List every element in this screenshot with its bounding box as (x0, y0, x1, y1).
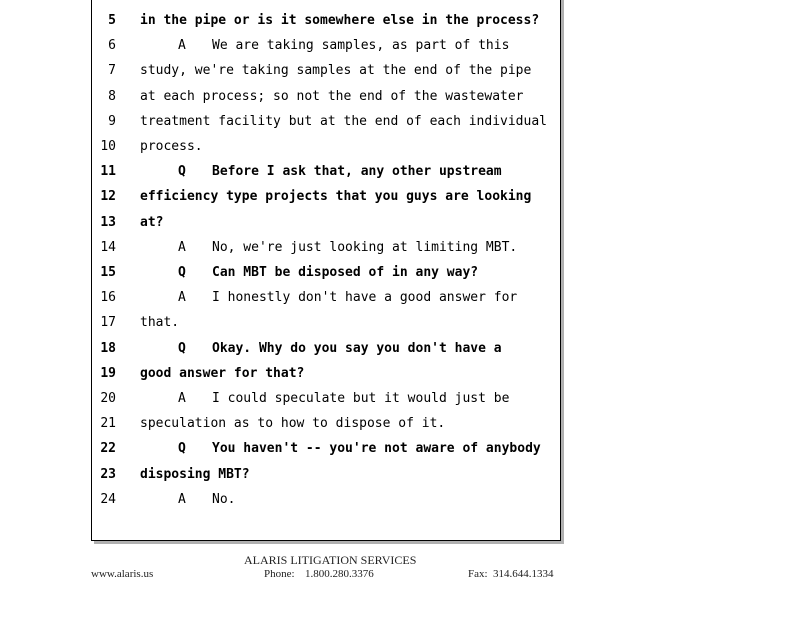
speaker-label: Q (178, 164, 186, 180)
line-text (140, 137, 203, 157)
line-content: No. (212, 491, 236, 507)
line-number: 6 (108, 38, 116, 54)
line-content: that. (140, 315, 180, 331)
line-text (140, 187, 531, 207)
footer-company: ALARIS LITIGATION SERVICES (244, 553, 417, 567)
line-number: 7 (108, 63, 116, 79)
line-text (140, 238, 517, 258)
footer-phone-label: Phone: (264, 568, 295, 580)
line-number: 22 (100, 441, 116, 457)
transcript-line (92, 187, 561, 207)
line-text (140, 465, 250, 485)
line-number: 21 (100, 416, 116, 432)
line-content: at each process; so not the end of the wastewater (140, 88, 524, 104)
line-content: We are taking samples, as part of this (212, 38, 510, 54)
line-content: good answer for that? (140, 365, 305, 381)
line-text (140, 213, 163, 233)
transcript-line (92, 288, 561, 308)
line-number: 8 (108, 88, 116, 104)
line-text (140, 490, 235, 510)
line-content: disposing MBT? (140, 466, 250, 482)
speaker-label: A (178, 290, 186, 306)
transcript-line (92, 87, 561, 107)
line-number: 18 (100, 340, 116, 356)
line-content: process. (140, 139, 203, 154)
transcript-line (92, 213, 561, 233)
line-text (140, 61, 531, 81)
line-content: at? (140, 214, 164, 230)
line-content: efficiency type projects that you guys are looking (140, 189, 532, 205)
transcript-page (91, 0, 561, 541)
line-text (140, 36, 509, 56)
line-content: Can MBT be disposed of in any way? (212, 265, 479, 280)
transcript-line (92, 263, 561, 283)
line-text (140, 339, 502, 359)
line-number: 20 (100, 391, 116, 406)
transcript-line (92, 439, 561, 459)
line-number: 11 (100, 164, 116, 180)
line-content: I could speculate but it would just be (212, 391, 510, 406)
line-text (140, 288, 517, 308)
line-text (140, 263, 478, 283)
line-number: 12 (100, 189, 116, 205)
line-text (140, 162, 502, 182)
footer-website[interactable]: www.alaris.us (91, 568, 154, 580)
line-text (140, 11, 539, 31)
transcript-line (92, 112, 561, 132)
line-number: 16 (100, 290, 116, 306)
footer-fax-number: 314.644.1334 (493, 568, 554, 580)
transcript-line (92, 61, 561, 81)
transcript-line (92, 490, 561, 510)
transcript-line (92, 414, 561, 434)
line-number: 5 (108, 13, 116, 28)
line-number: 17 (100, 315, 116, 331)
line-text (140, 112, 547, 132)
speaker-label: Q (178, 441, 186, 457)
transcript-line (92, 465, 561, 485)
line-content: You haven't -- you're not aware of anybody (212, 441, 541, 457)
speaker-label: Q (178, 340, 186, 356)
footer-phone-number: 1.800.280.3376 (305, 568, 374, 580)
transcript-line (92, 313, 561, 333)
line-content: I honestly don't have a good answer for (212, 290, 518, 306)
transcript-line (92, 238, 561, 258)
line-text (140, 439, 541, 459)
line-text (140, 389, 509, 409)
line-content: treatment facility but at the end of each individual (140, 113, 547, 129)
speaker-label: A (178, 239, 186, 255)
line-number: 13 (100, 214, 116, 230)
transcript-line (92, 364, 561, 384)
transcript-line (92, 339, 561, 359)
transcript-line (92, 389, 561, 409)
transcript-line (92, 36, 561, 56)
line-number: 9 (108, 113, 116, 129)
line-content: Okay. Why do you say you don't have a (212, 340, 502, 356)
transcript-line (92, 137, 561, 157)
speaker-label: A (178, 391, 186, 406)
line-content: speculation as to how to dispose of it. (140, 416, 446, 432)
line-text (140, 313, 179, 333)
transcript-line (92, 162, 561, 182)
line-number: 24 (100, 491, 116, 507)
speaker-label: A (178, 38, 186, 54)
speaker-label: A (178, 491, 186, 507)
transcript-line (92, 11, 561, 31)
footer-fax-label: Fax: (468, 568, 488, 580)
line-text (140, 414, 445, 434)
line-content: No, we're just looking at limiting MBT. (212, 239, 518, 255)
line-number: 15 (100, 265, 116, 280)
line-content: Before I ask that, any other upstream (212, 164, 502, 180)
line-text (140, 87, 524, 107)
speaker-label: Q (178, 265, 186, 280)
line-number: 19 (100, 365, 116, 381)
line-number: 23 (100, 466, 116, 482)
line-content: study, we're taking samples at the end of the pipe (140, 63, 532, 79)
line-number: 10 (100, 139, 116, 154)
line-number: 14 (100, 239, 116, 255)
line-text (140, 364, 304, 384)
line-content: in the pipe or is it somewhere else in the process? (140, 13, 540, 28)
